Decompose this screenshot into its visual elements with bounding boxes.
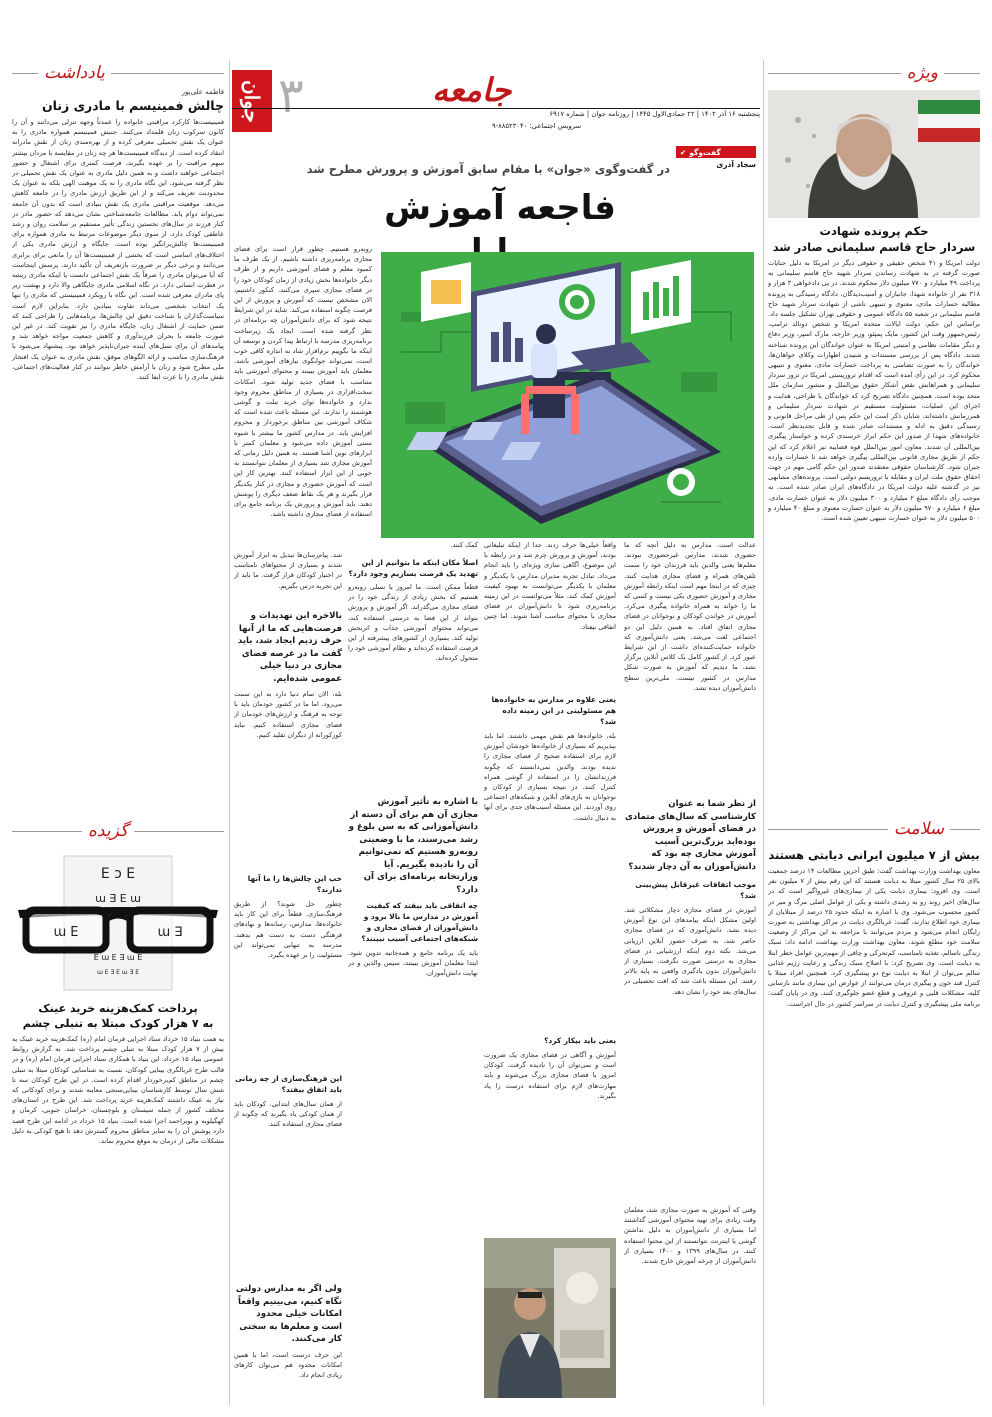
interview-question: خب این چالش‌ها را ما آنها ندارند؟ xyxy=(247,874,342,894)
interview-question: موجب اتفاقات غیرقابل پیش‌بینی شد؟ xyxy=(635,880,756,900)
eyeglasses-icon xyxy=(12,848,224,998)
interview-question: یعنی باید بیکار کرد؟ xyxy=(544,1036,616,1045)
header-rule xyxy=(12,73,38,74)
svg-text:E ɯ E ∃ ɯ E: E ɯ E ∃ ɯ E xyxy=(93,953,143,962)
header-rule xyxy=(134,831,224,832)
paragraph: واقعاً خیلی‌ها حرف زدند. جدا از اینکه تبلیغاتی بودند، آموزش و پرورش چرم شد و در رابطه با این موضوع، آگاهی سازی ویژه‌ای را باید انجام می‌داد. تبادل تجربه مدیران مدارس با یکدیگر و معلمان با یکدیگر می‌توانست به بهبود کیفیت آموزش کمک کند. مثلاً می‌توانست در این زمینه برنامه‌ریزی شود تا دانش‌آموزان در فضای مجازی با محتوای مناسب آشنا شوند. اما چنین اتفاقی نیفتاد. xyxy=(484,541,616,631)
svg-text:ɯ ∃ E ɯ: ɯ ∃ E ɯ xyxy=(95,892,141,905)
svg-text:∃ ɯ: ∃ ɯ xyxy=(157,925,183,940)
paragraph: از همان سال‌های ابتدایی. کودکان باید از همان کودکی یاد بگیرند که چگونه از فضای مجازی استفاده کنند. xyxy=(234,1100,342,1129)
article-column-4 xyxy=(234,550,342,1398)
header-rule xyxy=(768,73,901,74)
article-body: دولت امریکا و ۴۱ شخص حقیقی و حقوقی دیگر در امریکا به دلیل جنایات صورت گرفته در به شهادت رساندن سردار شهید حاج قاسم سلیمانی به پرداخت ۴۹ میلیارد و ۷۷۰ میلیون دلار محکوم شدند. در پی دادخواهی ۳ هزار و ۳۱۸ نفر از خانواده شهدا، جانبازان و آسیب‌دیدگان، دادگاه رسیدگی به پرونده مطالبه خسارات مادی، معنوی و تنبیهی ناشی از شهادت سردار شهید حاج قاسم سلیمانی در شعبه ۵۵ دادگاه عمومی و حقوقی تهران تشکیل جلسه داد. براساس این حکم، دولت ایالات متحده امریکا و شخص دونالد ترامپ، رئیس‌جمهور وقت این کشور، مایک پمپئو، وزیر خارجه، مارک اسپر، وزیر دفاع و دیگر مقامات نظامی و امنیتی امریکا به عنوان خواندگان این پرونده شناخته شدند. دادگاه پس از بررسی مستندات و شنیدن اظهارات وکلای خواهان‌ها، خواندگان را به صورت تضامنی به پرداخت خسارات مادی، معنوی و تنبیهی محکوم کرد. در این رأی آمده است که اقدام تروریستی امریکا در ترور سردار سلیمانی و همراهانش نقض آشکار حقوق بین‌الملل و منشور سازمان ملل متحد بوده است. همچنین دادگاه تصریح کرد که خواندگان با طراحی، هدایت و اجرای این عملیات، مسئولیت مستقیم در شهادت سردار سلیمانی و همرزمانش داشته‌اند. شایان ذکر است این حکم پس از طی مراحل قانونی و رسیدگی دقیق به ادله و مستندات صادر شده و قابل تجدیدنظر است. خانواده‌های شهدا از صدور این حکم ابراز خرسندی کرده و خواستار پیگیری بین‌المللی آن شدند. معاون امور بین‌الملل قوه قضاییه نیز اعلام کرد که این حکم از طریق مجاری قانونی بین‌المللی پیگیری خواهد شد تا خسارات وارده جبران شود. کارشناسان حقوقی معتقدند صدور این حکم گامی مهم در جهت احقاق حقوق ملت ایران و مقابله با تروریسم دولتی است. پرونده‌های مشابهی نیز در گذشته علیه دولت امریکا در دادگاه‌های ایران صادر شده است. به موجب رأی دادگاه مبلغ ۲ میلیارد و ۳۰۰ میلیون دلار به عنوان خسارت مادی، مبلغ ۶ میلیارد و ۹۷۰ میلیون دلار به عنوان خسارت معنوی و مبلغ ۴۰ میلیارد و ۵۰۰ میلیون دلار به عنوان خسارت تنبیهی تعیین شده است. xyxy=(768,259,980,523)
interviewee-photo xyxy=(484,1238,616,1398)
person-photo-icon xyxy=(484,1238,616,1398)
column-header-label: گزیده xyxy=(88,821,129,841)
main-title: فاجعه آموزش xyxy=(384,188,616,228)
interview-question: اصلاً مکان اینکه ما بتوانیم از این تهدید یک فرصت بسازیم وجود دارد؟ xyxy=(348,558,478,578)
paragraph: شد. پیام‌رسان‌ها تبدیل به ابزار آموزش شدند و بسیاری از محتواهای نامناسب در اختیار کودکان قرار گرفت. ما باید از این تجربه درس بگیریم. xyxy=(234,551,342,590)
svg-text:E ↄ E: E ↄ E xyxy=(100,866,136,882)
health-title: بیش از ۷ میلیون ایرانی دیابتی هستند xyxy=(768,848,980,862)
page-number: ۳ xyxy=(278,68,304,124)
kicker-box xyxy=(676,146,756,170)
column-header-label: ویژه xyxy=(906,63,938,83)
article-column-3 xyxy=(348,540,478,1240)
interview-question: این فرهنگ‌سازی از چه زمانی باید اتفاق بیفتد؟ xyxy=(235,1074,342,1094)
column-header-label: سلامت xyxy=(893,819,944,839)
author-name: فاطمه علی‌پور xyxy=(181,88,224,96)
column-header-label: یادداشت xyxy=(44,63,105,83)
interview-question: چه اتفاقی باید بیفتد که کیفیت آموزش در مدارس ما بالا برود و دانش‌آموزان از فضای مجازی و شبکه‌های اجتماعی آسیب نبینند؟ xyxy=(361,901,478,943)
paragraph: وقتی که آموزش به صورت مجازی شد، معلمان وقت زیادی برای تهیه محتوای آموزشی گذاشتند اما بسیاری از دانش‌آموزان به دلیل نداشتن گوشی یا اینترنت نتوانستند از این محتوا استفاده کنند. در سال‌های ۱۳۹۹ و ۱۴۰۰ بسیاری از دانش‌آموزان از چرخه آموزش خارج شدند. xyxy=(624,1206,756,1266)
paragraph: آموزش و آگاهی در فضای مجازی یک ضرورت است و نمی‌توان آن را نادیده گرفت. کودکان امروز با فضای مجازی بزرگ می‌شوند و باید مهارت‌های لازم برای استفاده درست را یاد بگیرند. xyxy=(484,1051,616,1100)
logo-text: جوان xyxy=(240,79,264,123)
soleimani-photo xyxy=(768,90,980,218)
hero-illustration xyxy=(381,252,754,538)
svg-text:ɯ E ∃ E ɯ ∃ E: ɯ E ∃ E ɯ ∃ E xyxy=(96,969,140,976)
paragraph: کمک کنند. xyxy=(450,541,478,549)
paragraph: آموزش در فضای مجازی دچار مشکلاتی شد. اولین مشکل اینکه پیامدهای این نوع آموزش دیده نشد. دانش‌آموزی که در فضای مجازی حاضر شد، به صرف حضور آنلاین ارزیابی می‌شد. نکته دوم اینکه ارزشیابی در فضای مجازی به درستی صورت نگرفت. بسیاری از دانش‌آموزان بدون یادگیری واقعی به پایه بالاتر رفتند. این مسئله باعث شد که افت تحصیلی در سال‌های بعد خود را نشان دهد. xyxy=(624,906,756,996)
paragraph: بله، خانواده‌ها هم نقش مهمی داشتند. اما باید بپذیریم که بسیاری از خانواده‌ها خودشان آموزش لازم برای استفاده صحیح از فضای مجازی را ندیده بودند. والدین نمی‌دانستند که چگونه فرزندانشان را در استفاده از گوشی همراه کنترل کنند. در نتیجه بسیاری از کودکان و نوجوانان به بازی‌های آنلاین و شبکه‌های اجتماعی روی آوردند. این مسئله آسیب‌های جدی برای آنها به دنبال داشت. xyxy=(484,732,616,822)
paragraph: عدالت است. مدارس به دلیل آنچه که ما حضوری شدند، مدارس غیرحضوری نبودند. معلم‌ها یعنی والدین باید فرزندان خود را سمت تلفن‌های همراه و فضای مجازی هدایت کنند. چیزی که در اینجا مهم است اینکه رابطه آموزش مجازی و آموزش حضوری یکی نیست و کسی که ما را خواند به همراه خانواده پیگیری می‌کرد. آموزش در خواندن کودکان و نوجوانان در فضای مجازی اتفاق افتاد. به همین دلیل این دو اجتماعی لغت می‌شد. یعنی دانش‌آموزی که خانواده حمایت‌کننده‌ای داشت از این شرایط عبور کرد. از کشور کامل یک کلاس آنلاین برگزار نشد. ما دیدیم که آموزش به صورت شکل مدارس در کشور نیست. ملی‌ترین سطح دانش‌آموزان دیده نشد. xyxy=(624,541,756,692)
masthead-rule xyxy=(232,108,760,109)
section-title: جامعه xyxy=(432,71,512,109)
paragraph: این حرف درست است، اما با همین امکانات محدود هم می‌توان کارهای زیادی انجام داد. xyxy=(234,1350,342,1379)
article-title-line1: حکم پرونده شهادت xyxy=(819,224,929,238)
svg-text:ɯ E: ɯ E xyxy=(53,925,79,940)
left-column xyxy=(12,60,224,1405)
check-icon: ✔ xyxy=(680,147,687,157)
subtitle: در گفت‌وگوی «جوان» با مقام سابق آموزش و پرورش مطرح شد xyxy=(306,162,670,176)
paragraph: چطور حل شوند؟ از طریق فرهنگ‌سازی. قطعاً برای این کار باید خانواده‌ها، مدارس، رسانه‌ها و نهادهای فرهنگی دست به دست هم بدهند. مدرسه به تنهایی نمی‌تواند این مسئولیت را بر عهده بگیرد. xyxy=(234,900,342,960)
interview-question: با اشاره به تأثیر آموزش مجازی آن هم برای آن دسته از دانش‌آموزانی که به سن بلوغ و رشد می‌رسند، ما با وضعیتی روبه‌رو هستیم که نمی‌توانیم آن را نادیده بگیریم. آیا وزارتخانه برنامه‌ای برای آن دارد؟ xyxy=(348,797,478,895)
glasses-illustration xyxy=(12,848,224,998)
brief-title-line1: پرداخت کمک‌هزینه خرید عینک xyxy=(38,1002,198,1015)
column-header-special xyxy=(768,60,980,86)
column-header-note xyxy=(12,60,224,86)
portrait-photo-icon xyxy=(768,90,980,218)
interview-question: از نظر شما به عنوان کارشناسی که سال‌های متمادی در فضای آموزش و پرورش بوده‌اید بزرگ‌ترین آسیب آموزش مجازی چه بود که دانش‌آموزان به آن دچار شدند؟ xyxy=(625,799,756,872)
intro-column: روبه‌رو هستیم. چطور قرار است برای فضای مجازی برنامه‌ریزی داشته باشیم. از یک طرف ما کمبود معلم و فضای آموزشی داریم و از طرف دیگر خانواده‌ها بخش زیادی از زمان کودکان خود را در فضای مجازی سپری می‌کنند. کنکور داشتیم، الان مشخص نیست که آموزش و پرورش از این فرصت چگونه استفاده می‌کند. شاید در این شرایط نتیجه شود که برای دانش‌آموزان چه برنامه‌ای در نظر گرفته شده است. ایجاد یک زیرساخت برنامه‌ریزی مدرسه با ارتباط پیدا کردن و توسعه آن اینکه ما بگوییم نرم‌افزار شاد به اندازه کافی خوب است، نمی‌تواند جوابگوی نیازهای آموزشی باشد. معلمان باید آموزش ببینند و محتوای آموزشی باید متناسب با فضای جدید تولید شود. امکانات سخت‌افزاری در بسیاری از مناطق محروم وجود ندارد و خانواده‌ها توان خرید تبلت و گوشی هوشمند را ندارند. این مسئله باعث شده است که شکاف آموزشی بین مناطق برخوردار و محروم افزایش یابد. در مدارس کشور ما بیشتر با شیوه سنتی آموزش داده می‌شود و معلمان کمتر با ابزارهای نوین آشنا هستند. به همین دلیل زمانی که آموزش مجازی شد بسیاری از معلمان نتوانستند به خوبی از این ابزار استفاده کنند. بهترین کار این است که آموزش حضوری و مجازی در کنار یکدیگر قرار بگیرند و هر یک نقاط ضعف دیگری را پوشش دهند. باید آموزش و پرورش یک برنامه جامع برای استفاده از فضای مجازی داشته باشد. xyxy=(234,245,372,519)
masthead xyxy=(232,70,760,132)
article-column-1 xyxy=(624,540,756,1398)
kicker-label xyxy=(676,146,756,158)
paragraph: بله، الان تمام دنیا دارد به این سمت می‌رود. اما ما در کشور خودمان باید با توجه به فرهنگ و ارزش‌های خودمان از فضای مجازی استفاده کنیم. نباید کورکورانه از دیگران تقلید کنیم. xyxy=(234,690,342,739)
mobile-learning-illustration xyxy=(381,252,754,538)
right-column xyxy=(768,60,980,1405)
header-rule xyxy=(111,73,224,74)
paragraph: قطعاً ممکن است. ما امروز با نسلی روبه‌رو هستیم که بخش زیادی از زندگی خود را در فضای مجازی می‌گذراند. اگر آموزش و پرورش بتواند از این فضا به درستی استفاده کند، می‌تواند محتوای آموزشی جذاب و اثربخش تولید کند. بسیاری از کشورهای پیشرفته از این فرصت استفاده کرده‌اند و نظام آموزشی خود را متحول کرده‌اند. xyxy=(348,583,478,663)
header-rule xyxy=(12,831,82,832)
kicker-text: گفت‌وگو xyxy=(689,147,721,157)
interview-question: یعنی علاوه بر مدارس به خانواده‌ها هم مسئولیتی در این زمینه داده شد؟ xyxy=(491,695,616,726)
header-rule xyxy=(768,829,888,830)
interview-question: ولی اگر به مدارس دولتی نگاه کنیم، می‌بینیم واقعاً امکانات خیلی محدود است و معلم‌ها به سختی کار می‌کنند. xyxy=(235,1284,342,1344)
interview-question: بالاخره این تهدیدات و فرصت‌هایی که ما از آنها حرف زدیم ایجاد شد، باید گفت ما در عرصه فضای مجازی در دنیا خیلی عمومی شده‌ایم. xyxy=(237,611,342,684)
date-line: پنجشنبه ۱۶ آذر ۱۴۰۲ | ۲۲ جمادی‌الاول ۱۴۴۵ | روزنامه جوان | شماره ۶۹۱۷ xyxy=(549,110,760,118)
phone-line: سرویس اجتماعی: ۸۸۵۲۳۰۴۰-۹ xyxy=(492,122,582,130)
health-body: معاون بهداشت وزارت بهداشت گفت: طبق آخرین مطالعات ۱۴ درصد جمعیت بالای ۲۵ سال کشور مبتلا به دیابت هستند که این رقم بیش از ۷ میلیون نفر است. وی افزود: بیماری دیابت یکی از بیماری‌های غیرواگیر است که در سال‌های اخیر روند رو به رشدی داشته و یکی از عوامل اصلی مرگ و میر در کشور محسوب می‌شود. وی با اشاره به اینکه حدود ۲۵ درصد از مبتلایان از بیماری خود اطلاع ندارند، گفت: غربالگری دیابت در مراکز بهداشتی به صورت رایگان انجام می‌شود و مردم می‌توانند با مراجعه به این مراکز از وضعیت سلامت خود مطلع شوند. معاون بهداشت وزارت بهداشت ادامه داد: سبک زندگی ناسالم، تغذیه نامناسب، کم‌تحرکی و چاقی از مهم‌ترین عوامل خطر ابتلا به دیابت است. وی تصریح کرد: با اصلاح سبک زندگی و رعایت رژیم غذایی سالم می‌توان از ابتلا به دیابت نوع دو پیشگیری کرد. همچنین افراد مبتلا با کنترل قند خون و پیگیری درمان می‌توانند از عوارض این بیماری مانند نارسایی کلیه، مشکلات قلبی و عروقی و قطع عضو جلوگیری کنند. وی در پایان گفت: برنامه ملی پیشگیری و کنترل دیابت در سراسر کشور در حال اجراست. xyxy=(768,867,980,1008)
column-header-brief xyxy=(12,818,224,844)
column-divider xyxy=(763,60,764,1405)
paragraph: باید یک برنامه جامع و همه‌جانبه تدوین شود. ابتدا معلمان آموزش ببینند، سپس والدین و در نهایت دانش‌آموزان. xyxy=(348,949,478,978)
article-body: فمینیست‌ها کارکرد مراقبتی خانواده را عمدتاً وجهه تنزلی می‌دانند و آن را کانون سرکوب زنان قلمداد می‌کنند. جنبش فمینیسم همواره مادری را به عنوان یک نقش تحمیلی معرفی کرده و از بهره‌مندی زنان از نقش مادرانه انتقاد کرده است. از دیدگاه فمینیست‌ها هر چه زنان در مقایسه با مردان بیشتر سهم مراقبت را بر عهده بگیرند، فرصت کمتری برای اشتغال و حضور اجتماعی خواهند داشت و به همین دلیل مادری به عنوان یک نقش تحمیلی در نظر گرفته می‌شود. این نگاه مادری را نه یک موهبت الهی بلکه به عنوان یک محدودیت تعریف می‌کند و از این طریق ارزش مادری را در جامعه کاهش می‌دهد. موقعیت مراقبتی مادری یک نقش بنیادی است که بدون آن جامعه نمی‌تواند دوام یابد. مطالعات جامعه‌شناختی نشان می‌دهد که حضور مادر در کنار فرزند در سال‌های نخستین زندگی تأثیر مستقیم بر سلامت روان و رشد عاطفی کودک دارد. از سوی دیگر موضوعات مرتبط به مادری همواره برای فمینیست‌ها چالش‌برانگیز بوده است. جایگاه و ارزش مادری یکی از اختلاف‌های اساسی است که بخشی از فمینیست‌ها آن را مانعی برای برابری می‌دانند و برخی دیگر بر ضرورت بازتعریف آن تأکید دارند. پرسش اینجاست که آیا می‌توان مادری را صرفاً یک نقش اجتماعی دانست یا اینکه مادری ریشه در فطرت انسانی دارد. در نگاه اسلامی مادری جایگاهی والا دارد و بهشت زیر پای مادران معرفی شده است. این نگاه با رویکرد فمینیستی که مادری را تنها یک انتخاب شخصی می‌داند تفاوت بنیادین دارد. بنابراین لازم است سیاست‌گذاران با شناخت دقیق این چالش‌ها، برنامه‌هایی را طراحی کنند که ضمن حمایت از اشتغال زنان، جایگاه مادری را نیز تقویت کند. در غیر این صورت جامعه با بحران فرزندآوری و کاهش جمعیت مواجه خواهد شد و پیامدهای آن برای نسل‌های آینده جبران‌ناپذیر خواهد بود. پیشنهاد می‌شود با فرهنگ‌سازی مناسب و ارائه الگوهای موفق، نقش مادری به عنوان یک افتخار ملی مطرح شود و زنان با آرامش خاطر بتوانند در کنار فعالیت‌های اجتماعی، نقش مادری را با عزت ایفا کنند. xyxy=(12,118,224,382)
header-rule xyxy=(944,73,980,74)
newspaper-logo xyxy=(232,70,272,132)
header-rule xyxy=(950,829,980,830)
column-divider xyxy=(229,60,230,1405)
brief-body: به همت بنیاد ۱۵ خرداد ستاد اجرایی فرمان امام (ره) کمک‌هزینه خرید عینک به بیش از ۷ هزار کودک مبتلا به تنبلی چشم پرداخت شد. به گزارش روابط عمومی بنیاد ۱۵ خرداد، این بنیاد با همکاری ستاد اجرایی فرمان امام (ره) و در قالب طرح غربالگری بینایی کودکان، نسبت به شناسایی کودکان مبتلا به تنبلی چشم در مناطق کم‌برخوردار اقدام کرده است. در این طرح کودکان سه تا شش سال توسط کارشناسان بینایی‌سنجی معاینه شدند و برای کودکانی که نیاز به عینک داشتند کمک‌هزینه خرید پرداخت شد. این طرح در استان‌های مختلف کشور از جمله سیستان و بلوچستان، خراسان جنوبی، کرمان و کهگیلویه و بویراحمد اجرا شده است. بنیاد ۱۵ خرداد در ادامه این طرح قصد دارد پوشش آن را به سایر مناطق محروم گسترش دهد تا هیچ کودکی به دلیل مشکلات مالی از درمان به موقع محروم نماند. xyxy=(12,1035,224,1146)
article-title: چالش فمینیسم با مادری زنان xyxy=(41,98,224,113)
reporter-name: سجاد آذری xyxy=(716,160,756,169)
column-header-health xyxy=(768,816,980,842)
article-title-line2: سردار حاج قاسم سلیمانی صادر شد xyxy=(772,240,976,254)
brief-title-line2: به ۷ هزار کودک مبتلا به تنبلی چشم xyxy=(22,1017,214,1030)
